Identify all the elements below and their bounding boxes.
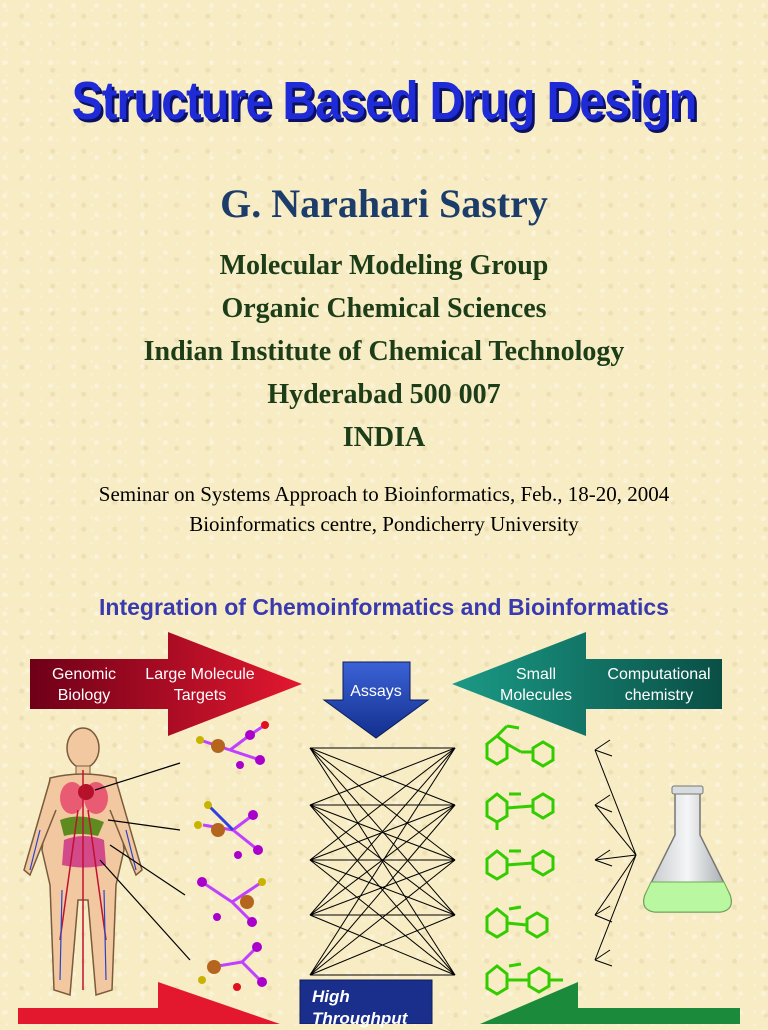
small-molecule-icon — [487, 726, 563, 994]
large-molecule-targets-label: Large Molecule Targets — [145, 666, 255, 704]
flask-icon — [644, 786, 732, 912]
affiliation-line-1: Molecular Modeling Group — [219, 250, 549, 281]
affiliation-line-4: Hyderabad 500 007 — [267, 379, 501, 410]
protein-structure-icon — [194, 721, 269, 991]
genomic-biology-label: Genomic Biology — [51, 666, 117, 704]
affiliation-line-3: Indian Institute of Chemical Technology — [143, 336, 625, 367]
slide-title: Structure Based Drug Design — [71, 71, 697, 131]
seminar-line-2: Bioinformatics centre, Pondicherry University — [189, 512, 579, 536]
assay-matrix-lines — [310, 748, 455, 975]
human-anatomy-icon — [24, 728, 142, 995]
bottom-right-arrow-shape — [480, 982, 740, 1024]
author-name: G. Narahari Sastry — [220, 181, 548, 226]
small-molecules-label: Small Molecules — [499, 666, 573, 704]
assays-label: Assays — [350, 683, 402, 700]
computational-chemistry-label: Computational chemistry — [607, 666, 711, 704]
diagram-title: Integration of Chemoinformatics and Bioinformatics — [99, 594, 669, 620]
high-throughput-label: High Throughput — [312, 987, 408, 1028]
seminar-line-1: Seminar on Systems Approach to Bioinformatics, Feb., 18-20, 2004 — [98, 482, 670, 506]
affiliation-line-2: Organic Chemical Sciences — [221, 293, 547, 324]
affiliation-line-5: INDIA — [342, 422, 426, 453]
